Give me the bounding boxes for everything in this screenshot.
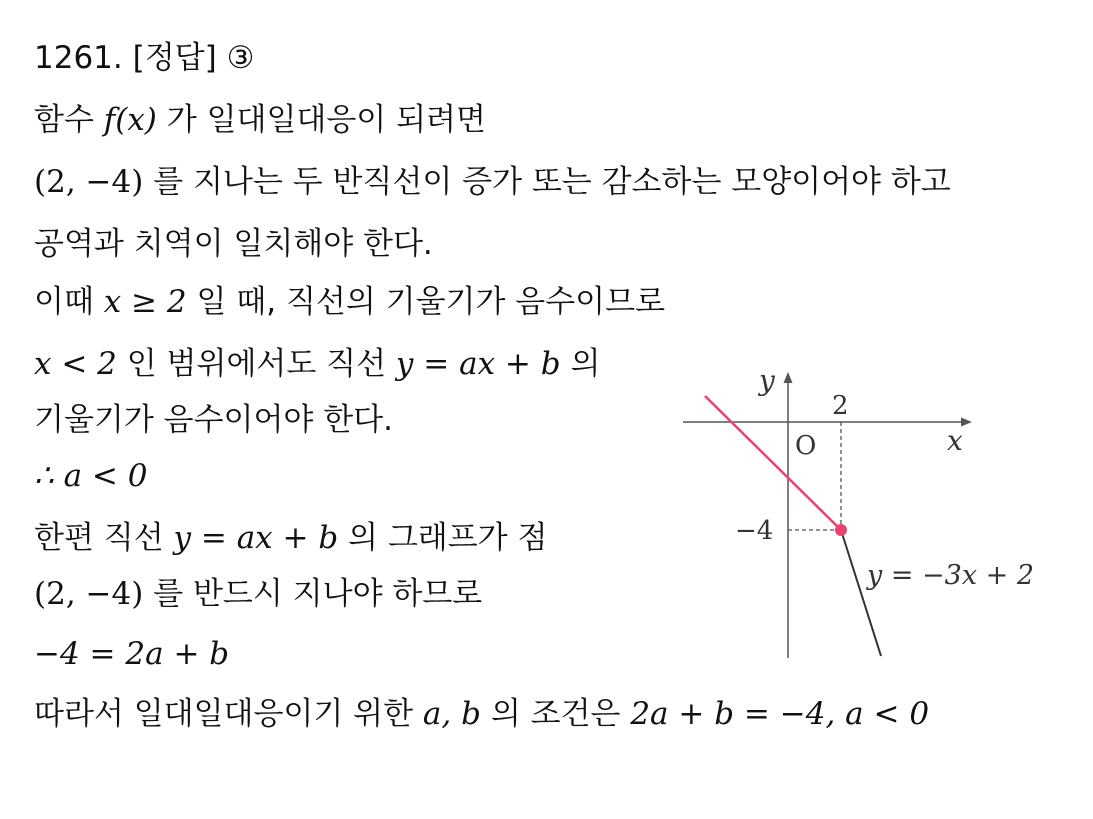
junction-point — [835, 524, 847, 536]
text: 일 때, 직선의 기울기가 음수이므로 — [196, 284, 666, 320]
answer-tag: [정답] — [132, 40, 217, 76]
text-line-7 — [34, 400, 393, 440]
y-axis-arrow-icon — [784, 372, 793, 383]
right-ray — [841, 530, 881, 656]
text: 이때 — [34, 284, 104, 320]
x-tick-label: 2 — [832, 391, 849, 421]
text: 기울기가 음수이어야 한다. — [34, 402, 393, 438]
text-line-10 — [34, 574, 482, 614]
x-axis-label: x — [947, 424, 963, 457]
problem-number: 1261. — [34, 40, 123, 76]
text-line-3 — [34, 162, 951, 202]
math-expression: y = ax + b — [173, 520, 339, 556]
answer-symbol: ③ — [226, 40, 255, 76]
math-expression: −4 = 2a + b — [34, 636, 230, 672]
text: 를 지나는 두 반직선이 증가 또는 감소하는 모양이어야 하고 — [153, 164, 951, 200]
text-line-5 — [34, 282, 665, 322]
text: 의 그래프가 점 — [348, 520, 548, 556]
math-expression: y = ax + b — [395, 346, 561, 382]
math-expression: x < 2 — [34, 346, 117, 382]
y-axis-label: y — [759, 364, 775, 397]
text-line-6 — [34, 344, 600, 384]
math-expression: 2a + b = −4, a < 0 — [630, 696, 930, 732]
y-tick-label: −4 — [735, 516, 774, 546]
text: 따라서 일대일대응이기 위한 — [34, 696, 423, 732]
text: 가 일대일대응이 되려면 — [166, 102, 486, 138]
text: 의 조건은 — [490, 696, 631, 732]
text: 함수 — [34, 102, 104, 138]
text-line-8 — [34, 456, 147, 496]
math-expression: ∴ a < 0 — [34, 458, 148, 494]
function-graph — [675, 358, 1075, 668]
math-expression: f(x) — [103, 102, 157, 138]
text: 를 반드시 지나야 하므로 — [153, 576, 483, 612]
text: 의 — [570, 346, 601, 382]
math-expression: a, b — [422, 696, 481, 732]
text: 인 범위에서도 직선 — [126, 346, 396, 382]
text-line-9 — [34, 518, 547, 558]
problem-header — [34, 38, 254, 78]
left-ray — [705, 396, 841, 530]
origin-label: O — [795, 431, 817, 461]
text-line-2 — [34, 100, 486, 140]
text: 공역과 치역이 일치해야 한다. — [34, 226, 433, 262]
math-expression: (2, −4) — [34, 164, 144, 200]
text: 한편 직선 — [34, 520, 174, 556]
math-expression: x ≥ 2 — [103, 284, 187, 320]
math-expression: (2, −4) — [34, 576, 144, 612]
line-equation-label: y = −3x + 2 — [867, 560, 1035, 591]
text-line-11 — [34, 634, 229, 674]
text-line-4 — [34, 224, 433, 264]
text-line-12 — [34, 694, 929, 734]
